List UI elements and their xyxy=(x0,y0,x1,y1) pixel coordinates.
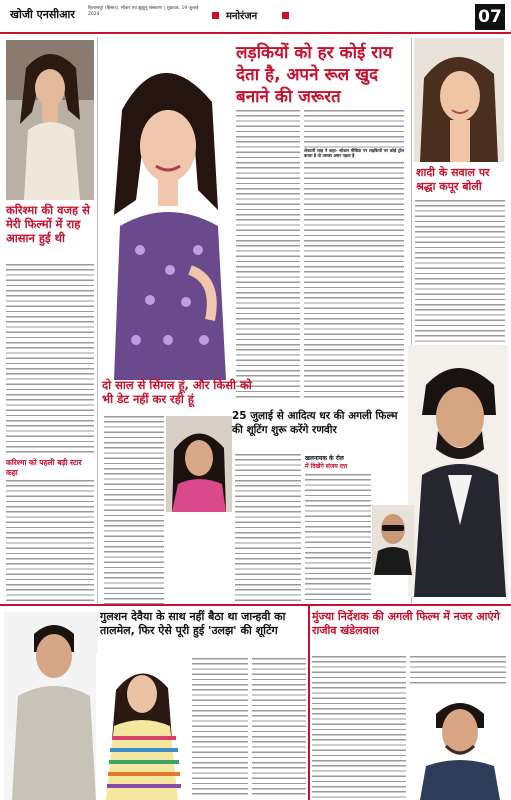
munjya-headline: मुंज्या निर्देशक की अगली फिल्म में नजर आएंगे राजीव खंडेलवाल xyxy=(312,610,500,637)
sanjay-dutt-photo xyxy=(372,505,414,575)
shraddha-body xyxy=(415,200,505,354)
kareena-body xyxy=(6,264,94,456)
ranveer-headline: 25 जुलाई से आदित्य धर की अगली फिल्म की शूटिंग शुरू करेंगे रणवीर xyxy=(232,410,398,436)
janhvi-body-col-2 xyxy=(252,658,306,798)
lead-body-col-1 xyxy=(236,110,300,400)
page-number: 07 xyxy=(475,4,505,30)
sushmita-photo xyxy=(166,416,232,512)
bottom-column-divider xyxy=(308,606,310,800)
kareena-photo xyxy=(6,40,94,200)
janhvi-body-col-1 xyxy=(192,658,248,798)
sushmita-headline: दो साल से सिंगल हूं, और किसी को भी डेट नहीं कर रही हूं xyxy=(102,378,252,406)
gulshan-devaiah-photo xyxy=(4,612,98,800)
ranveer-subhead-2: में दिखेंगे संजय दत्त xyxy=(305,463,348,470)
janhvi-photo xyxy=(96,654,188,800)
kareena-headline: करिश्मा की वजह से मेरी फिल्मों में राह आसान हुई थी xyxy=(6,203,90,245)
ranveer-body-col-1 xyxy=(235,454,301,604)
munjya-body-col-2 xyxy=(410,656,506,686)
section-marker-left xyxy=(212,12,219,19)
ranveer-photo xyxy=(408,345,508,597)
shefali-photo xyxy=(100,40,235,380)
column-rule xyxy=(97,38,98,603)
ranveer-body-col-2 xyxy=(305,474,371,604)
sushmita-body xyxy=(104,416,164,606)
section-title: मनोरंजन xyxy=(226,11,258,22)
section-divider xyxy=(0,604,511,606)
shraddha-photo xyxy=(414,38,504,162)
masthead xyxy=(0,0,511,34)
lead-subhead: शेफाली शाह ने कहा- सोशल मीडिया पर लड़कियों पर कोई ट्रोल करता है तो उसका असर पड़ता है xyxy=(304,148,404,159)
kareena-subhead: करिश्मा को पहली बड़ी स्टार कहा xyxy=(6,458,82,477)
munjya-body-col-1 xyxy=(312,656,406,798)
lead-headline: लड़कियों को हर कोई राय देता है, अपने रूल खुद बनाने की जरूरत xyxy=(236,43,393,107)
edition-line: बिलासपुर (हिसार), सीकर एवं झुंझुनूं संस्करण | शुक्रवार, 19 जुलाई 2024 xyxy=(88,6,199,17)
ranveer-subhead-1: खलनायक के रोल xyxy=(305,455,344,462)
newspaper-brand: खोजी एनसीआर xyxy=(10,8,75,21)
kareena-body-2 xyxy=(6,480,94,602)
rajeev-khandelwal-photo xyxy=(410,688,508,800)
shraddha-headline: शादी के सवाल पर श्रद्धा कपूर बोली xyxy=(416,166,490,193)
section-marker-right xyxy=(282,12,289,19)
janhvi-headline: गुलशन देवैया के साथ नहीं बैठा था जान्हवी का तालमेल, फिर ऐसे पूरी हुई 'उलझ' की शूटिंग xyxy=(100,610,286,637)
